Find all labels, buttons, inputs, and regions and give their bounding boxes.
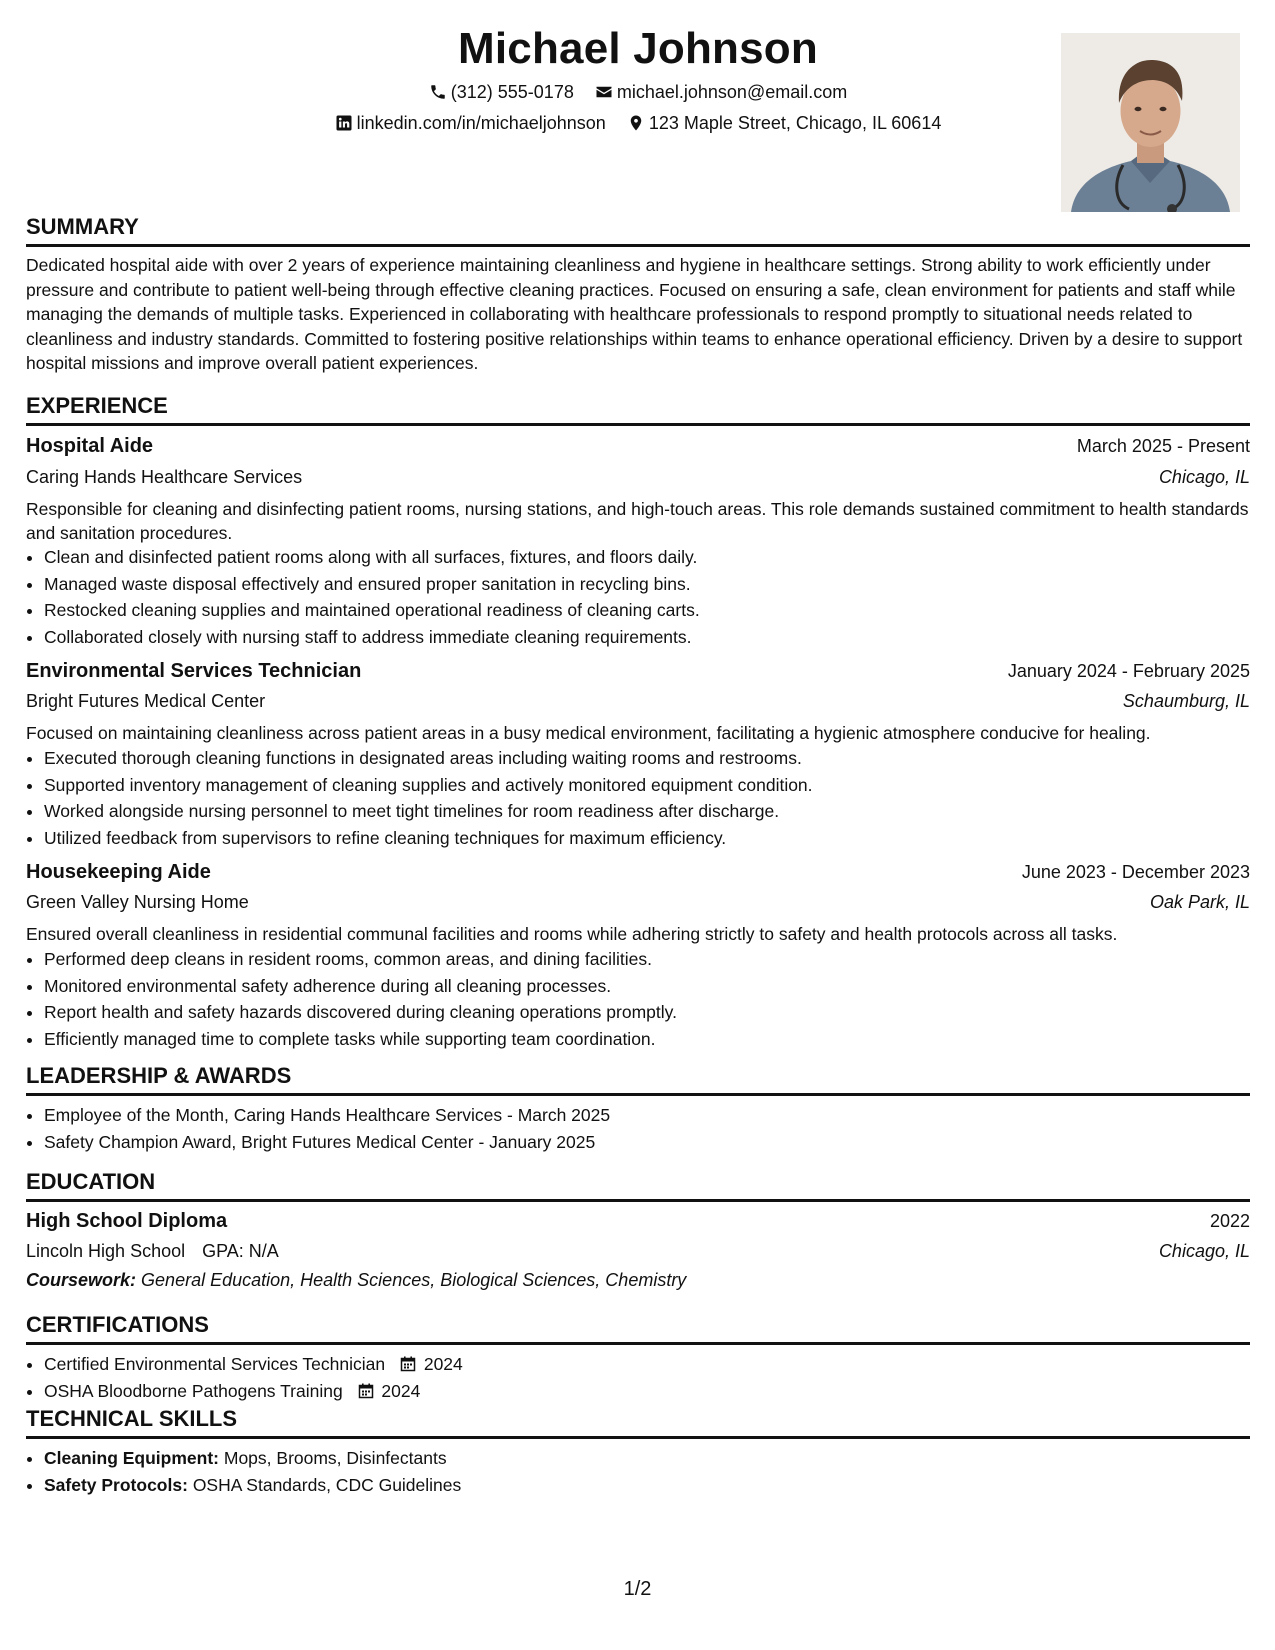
phone-icon — [429, 83, 447, 101]
section-title-experience: EXPERIENCE — [26, 393, 1250, 426]
list-item: • Utilized feedback from supervisors to refine cleaning techniques for maximum efficiency. — [44, 825, 813, 852]
page-number: 1/2 — [623, 1578, 652, 1600]
resume-page — [26, 0, 1250, 1495]
list-item: • Restocked cleaning supplies and maintained operational readiness of cleaning carts. — [44, 597, 700, 624]
section-title-leadership: LEADERSHIP & AWARDS — [26, 1063, 1250, 1096]
list-item: • Executed thorough cleaning functions in designated areas including waiting rooms and restrooms. — [44, 745, 813, 772]
job-subheader — [26, 688, 1250, 714]
gpa: GPA: N/A — [202, 1241, 279, 1261]
job-dates: January 2024 - February 2025 — [1007, 661, 1250, 681]
linkedin-icon — [335, 114, 353, 132]
section-title-skills: TECHNICAL SKILLS — [26, 1406, 1250, 1439]
job-bullets — [26, 946, 677, 1052]
section-title-education: EDUCATION — [26, 1169, 1250, 1202]
skills-list — [26, 1445, 461, 1498]
section-title-summary: SUMMARY — [26, 214, 1250, 247]
job-header — [26, 433, 1250, 459]
list-item: • Monitored environmental safety adherence during all cleaning processes. — [44, 973, 677, 1000]
job-location: Schaumburg, IL — [1122, 691, 1250, 711]
coursework — [26, 1267, 1250, 1293]
list-item: • Efficiently managed time to complete tasks while supporting team coordination. — [44, 1026, 677, 1053]
calendar-icon — [358, 1383, 374, 1399]
cert-year: 2024 — [381, 1380, 421, 1401]
job-company: Caring Hands Healthcare Services — [26, 467, 303, 487]
school-location: Chicago, IL — [1158, 1241, 1250, 1261]
job-company: Green Valley Nursing Home — [26, 892, 249, 912]
street-address: 123 Maple Street, Chicago, IL 60614 — [648, 113, 942, 133]
list-item: • Worked alongside nursing personnel to meet tight timelines for room readiness after discharge. — [44, 798, 813, 825]
skill-label: Safety Protocols: — [44, 1474, 188, 1495]
phone-contact — [429, 80, 574, 104]
map-pin-icon — [627, 114, 645, 132]
certifications-section — [26, 1312, 1250, 1402]
job-company: Bright Futures Medical Center — [26, 691, 266, 711]
skill-value: OSHA Standards, CDC Guidelines — [192, 1474, 462, 1495]
linkedin-contact[interactable] — [335, 111, 606, 135]
education-section — [26, 1169, 1250, 1299]
list-item — [44, 1378, 463, 1405]
job-header — [26, 859, 1250, 885]
awards-list — [26, 1102, 610, 1155]
list-item: • Supported inventory management of cleaning supplies and actively monitored equipment condition. — [44, 772, 813, 799]
job-header — [26, 658, 1250, 684]
envelope-icon — [595, 83, 613, 101]
list-item: • Performed deep cleans in resident rooms, common areas, and dining facilities. — [44, 946, 677, 973]
cert-year: 2024 — [423, 1354, 463, 1374]
candidate-name: Michael Johnson — [458, 24, 818, 73]
portrait-illustration — [1061, 33, 1240, 212]
coursework-list: General Education, Health Sciences, Biological Sciences, Chemistry — [141, 1270, 687, 1290]
job-subheader — [26, 464, 1250, 490]
list-item: • Collaborated closely with nursing staff to address immediate cleaning requirements. — [44, 624, 700, 651]
job-title: Environmental Services Technician — [26, 660, 362, 682]
phone-number: (312) 555-0178 — [450, 82, 574, 102]
linkedin-url[interactable]: linkedin.com/in/michaeljohnson — [356, 113, 606, 133]
list-item: • Report health and safety hazards discovered during cleaning operations promptly. — [44, 999, 677, 1026]
experience-section — [26, 393, 1250, 1053]
skill-label: Cleaning Equipment: — [44, 1448, 219, 1468]
email-address[interactable]: michael.johnson@email.com — [616, 82, 848, 102]
degree-name: High School Diploma — [26, 1210, 228, 1232]
school-name: Lincoln High School — [26, 1241, 186, 1261]
job-description: Focused on maintaining cleanliness across patient areas in a busy medical environment, facilitating a hygienic atmosphere conducive for healing. — [26, 723, 1151, 743]
job-title: Hospital Aide — [26, 435, 154, 457]
list-item: • Employee of the Month, Caring Hands Healthcare Services - March 2025 — [44, 1102, 610, 1129]
email-contact[interactable] — [595, 80, 847, 104]
address-contact — [627, 111, 942, 135]
job-title: Housekeeping Aide — [26, 861, 211, 883]
job-dates: June 2023 - December 2023 — [1021, 862, 1250, 882]
job-location: Chicago, IL — [1158, 467, 1250, 487]
list-item — [44, 1351, 463, 1378]
job-bullets — [26, 745, 813, 851]
profile-photo — [1061, 33, 1240, 212]
list-item — [44, 1445, 461, 1472]
job-bullets — [26, 544, 700, 650]
job-location: Oak Park, IL — [1149, 892, 1250, 912]
job-subheader — [26, 889, 1250, 915]
skills-section — [26, 1406, 1250, 1496]
cert-name: Certified Environmental Services Technician — [44, 1354, 386, 1374]
section-title-certifications: CERTIFICATIONS — [26, 1312, 1250, 1345]
job-description: Responsible for cleaning and disinfecting patient rooms, nursing stations, and high-touch areas. This role demands sustained commitment to health standards and sanitation procedures. — [26, 499, 1249, 543]
list-item: • Safety Champion Award, Bright Futures Medical Center - January 2025 — [44, 1129, 610, 1156]
list-item: • Managed waste disposal effectively and ensured proper sanitation in recycling bins. — [44, 571, 700, 598]
calendar-icon — [400, 1356, 416, 1372]
list-item: • Clean and disinfected patient rooms along with all surfaces, fixtures, and floors daily. — [44, 544, 700, 571]
coursework-label: Coursework: — [26, 1270, 137, 1290]
leadership-section — [26, 1063, 1250, 1153]
job-description: Ensured overall cleanliness in residential communal facilities and rooms while adhering strictly to safety and health protocols across all tasks. — [26, 924, 1118, 944]
skill-value: Mops, Brooms, Disinfectants — [223, 1448, 447, 1468]
job-dates: March 2025 - Present — [1076, 436, 1250, 456]
school-info — [26, 1238, 279, 1264]
summary-text: Dedicated hospital aide with over 2 years of experience maintaining cleanliness and hygiene in healthcare settings. Strong ability to work efficiently under pressure and contribute to patient well-being through effective cleaning practices. Focused on ensuring a safe, clean environment for patients and staff while managing the demands of multiple tasks. Experienced in collaborating with healthcare professionals to respond promptly to situational needs related to cleanliness and industry standards. Committed to fostering positive relationships within teams to enhance operational efficiency. Driven by a desire to support hospital missions and improve overall patient experiences. — [26, 255, 1243, 373]
graduation-year: 2022 — [1209, 1211, 1250, 1231]
education-header — [26, 1208, 1250, 1234]
summary-section — [26, 214, 1250, 376]
list-item — [44, 1472, 461, 1499]
certifications-list — [26, 1351, 463, 1404]
resume-header — [26, 0, 1250, 220]
education-subheader — [26, 1238, 1250, 1264]
cert-name: OSHA Bloodborne Pathogens Training — [44, 1380, 343, 1401]
